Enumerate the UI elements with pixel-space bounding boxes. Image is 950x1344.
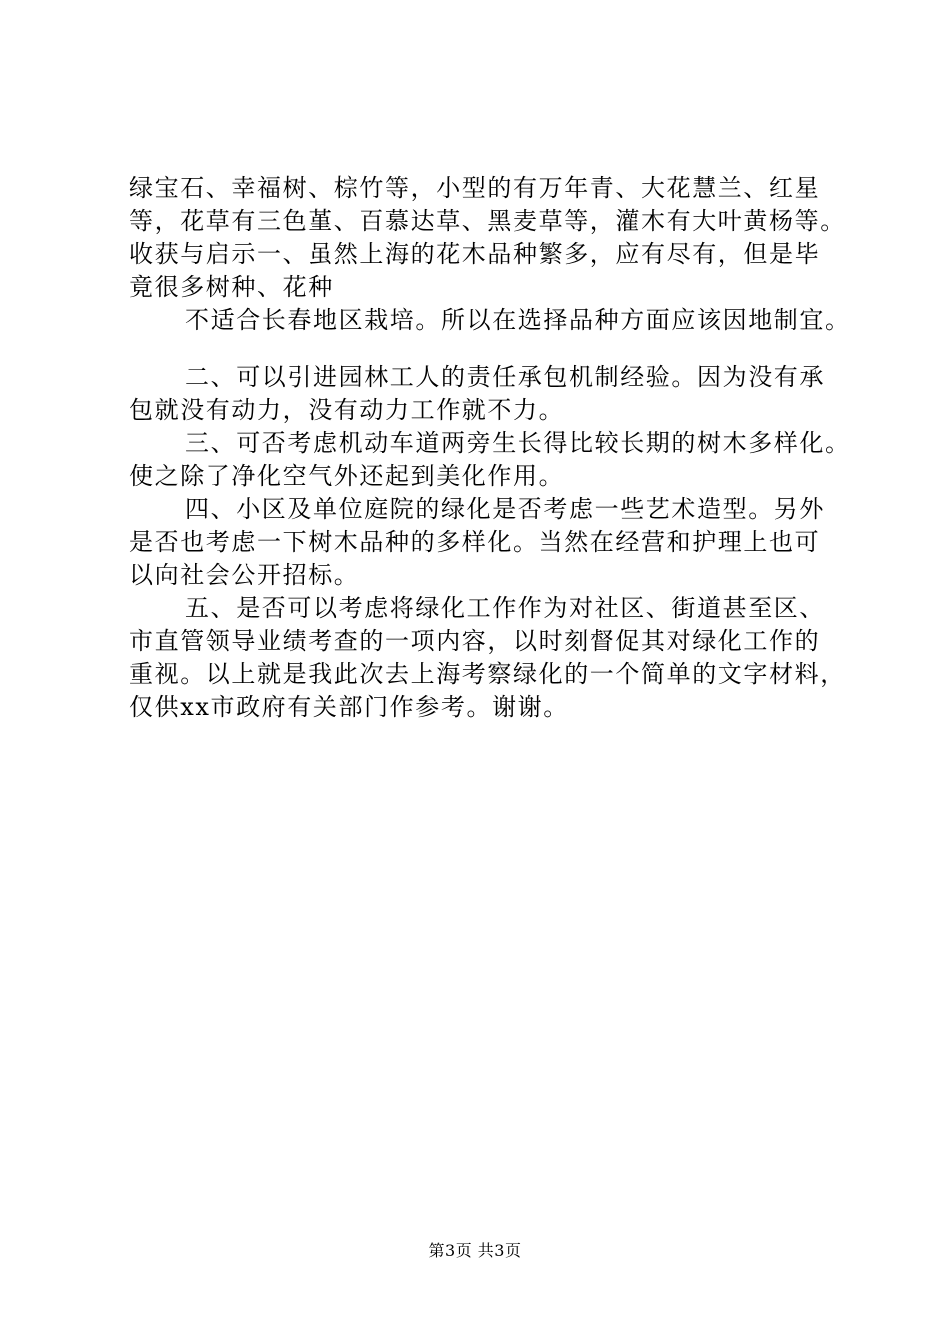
text-line: 竟很多树种、花种 (129, 273, 334, 301)
paragraph-first-line: 五、是否可以考虑将绿化工作作为对社区、街道甚至区、 (185, 594, 825, 622)
text-line: 仅供xx市政府有关部门作参考。谢谢。 (129, 693, 569, 721)
text-line: 包就没有动力，没有动力工作就不力。 (129, 396, 565, 424)
document-body (129, 172, 869, 724)
text-line: 收获与启示一、虽然上海的花木品种繁多，应有尽有，但是毕 (129, 240, 821, 268)
paragraph-first-line: 不适合长春地区栽培。所以在选择品种方面应该因地制宜。 (185, 306, 851, 334)
text-line: 使之除了净化空气外还起到美化作用。 (129, 462, 565, 490)
text-line: 等，花草有三色堇、百慕达草、黑麦草等，灌木有大叶黄杨等。 (129, 207, 846, 235)
paragraph-first-line: 四、小区及单位庭院的绿化是否考虑一些艺术造型。另外 (185, 495, 825, 523)
text-line: 市直管领导业绩考查的一项内容，以时刻督促其对绿化工作的 (129, 627, 821, 655)
paragraph-first-line: 二、可以引进园林工人的责任承包机制经验。因为没有承 (185, 363, 825, 391)
paragraph-gap (129, 337, 869, 361)
text-line: 重视。以上就是我此次去上海考察绿化的一个简单的文字材料， (129, 660, 846, 688)
text-line: 以向社会公开招标。 (129, 561, 360, 589)
text-line: 绿宝石、幸福树、棕竹等，小型的有万年青、大花慧兰、红星 (129, 174, 821, 202)
paragraph-first-line: 三、可否考虑机动车道两旁生长得比较长期的树木多样化。 (185, 429, 851, 457)
text-line: 是否也考虑一下树木品种的多样化。当然在经营和护理上也可 (129, 528, 821, 556)
page-number-footer: 第3页 共3页 (428, 1241, 522, 1260)
